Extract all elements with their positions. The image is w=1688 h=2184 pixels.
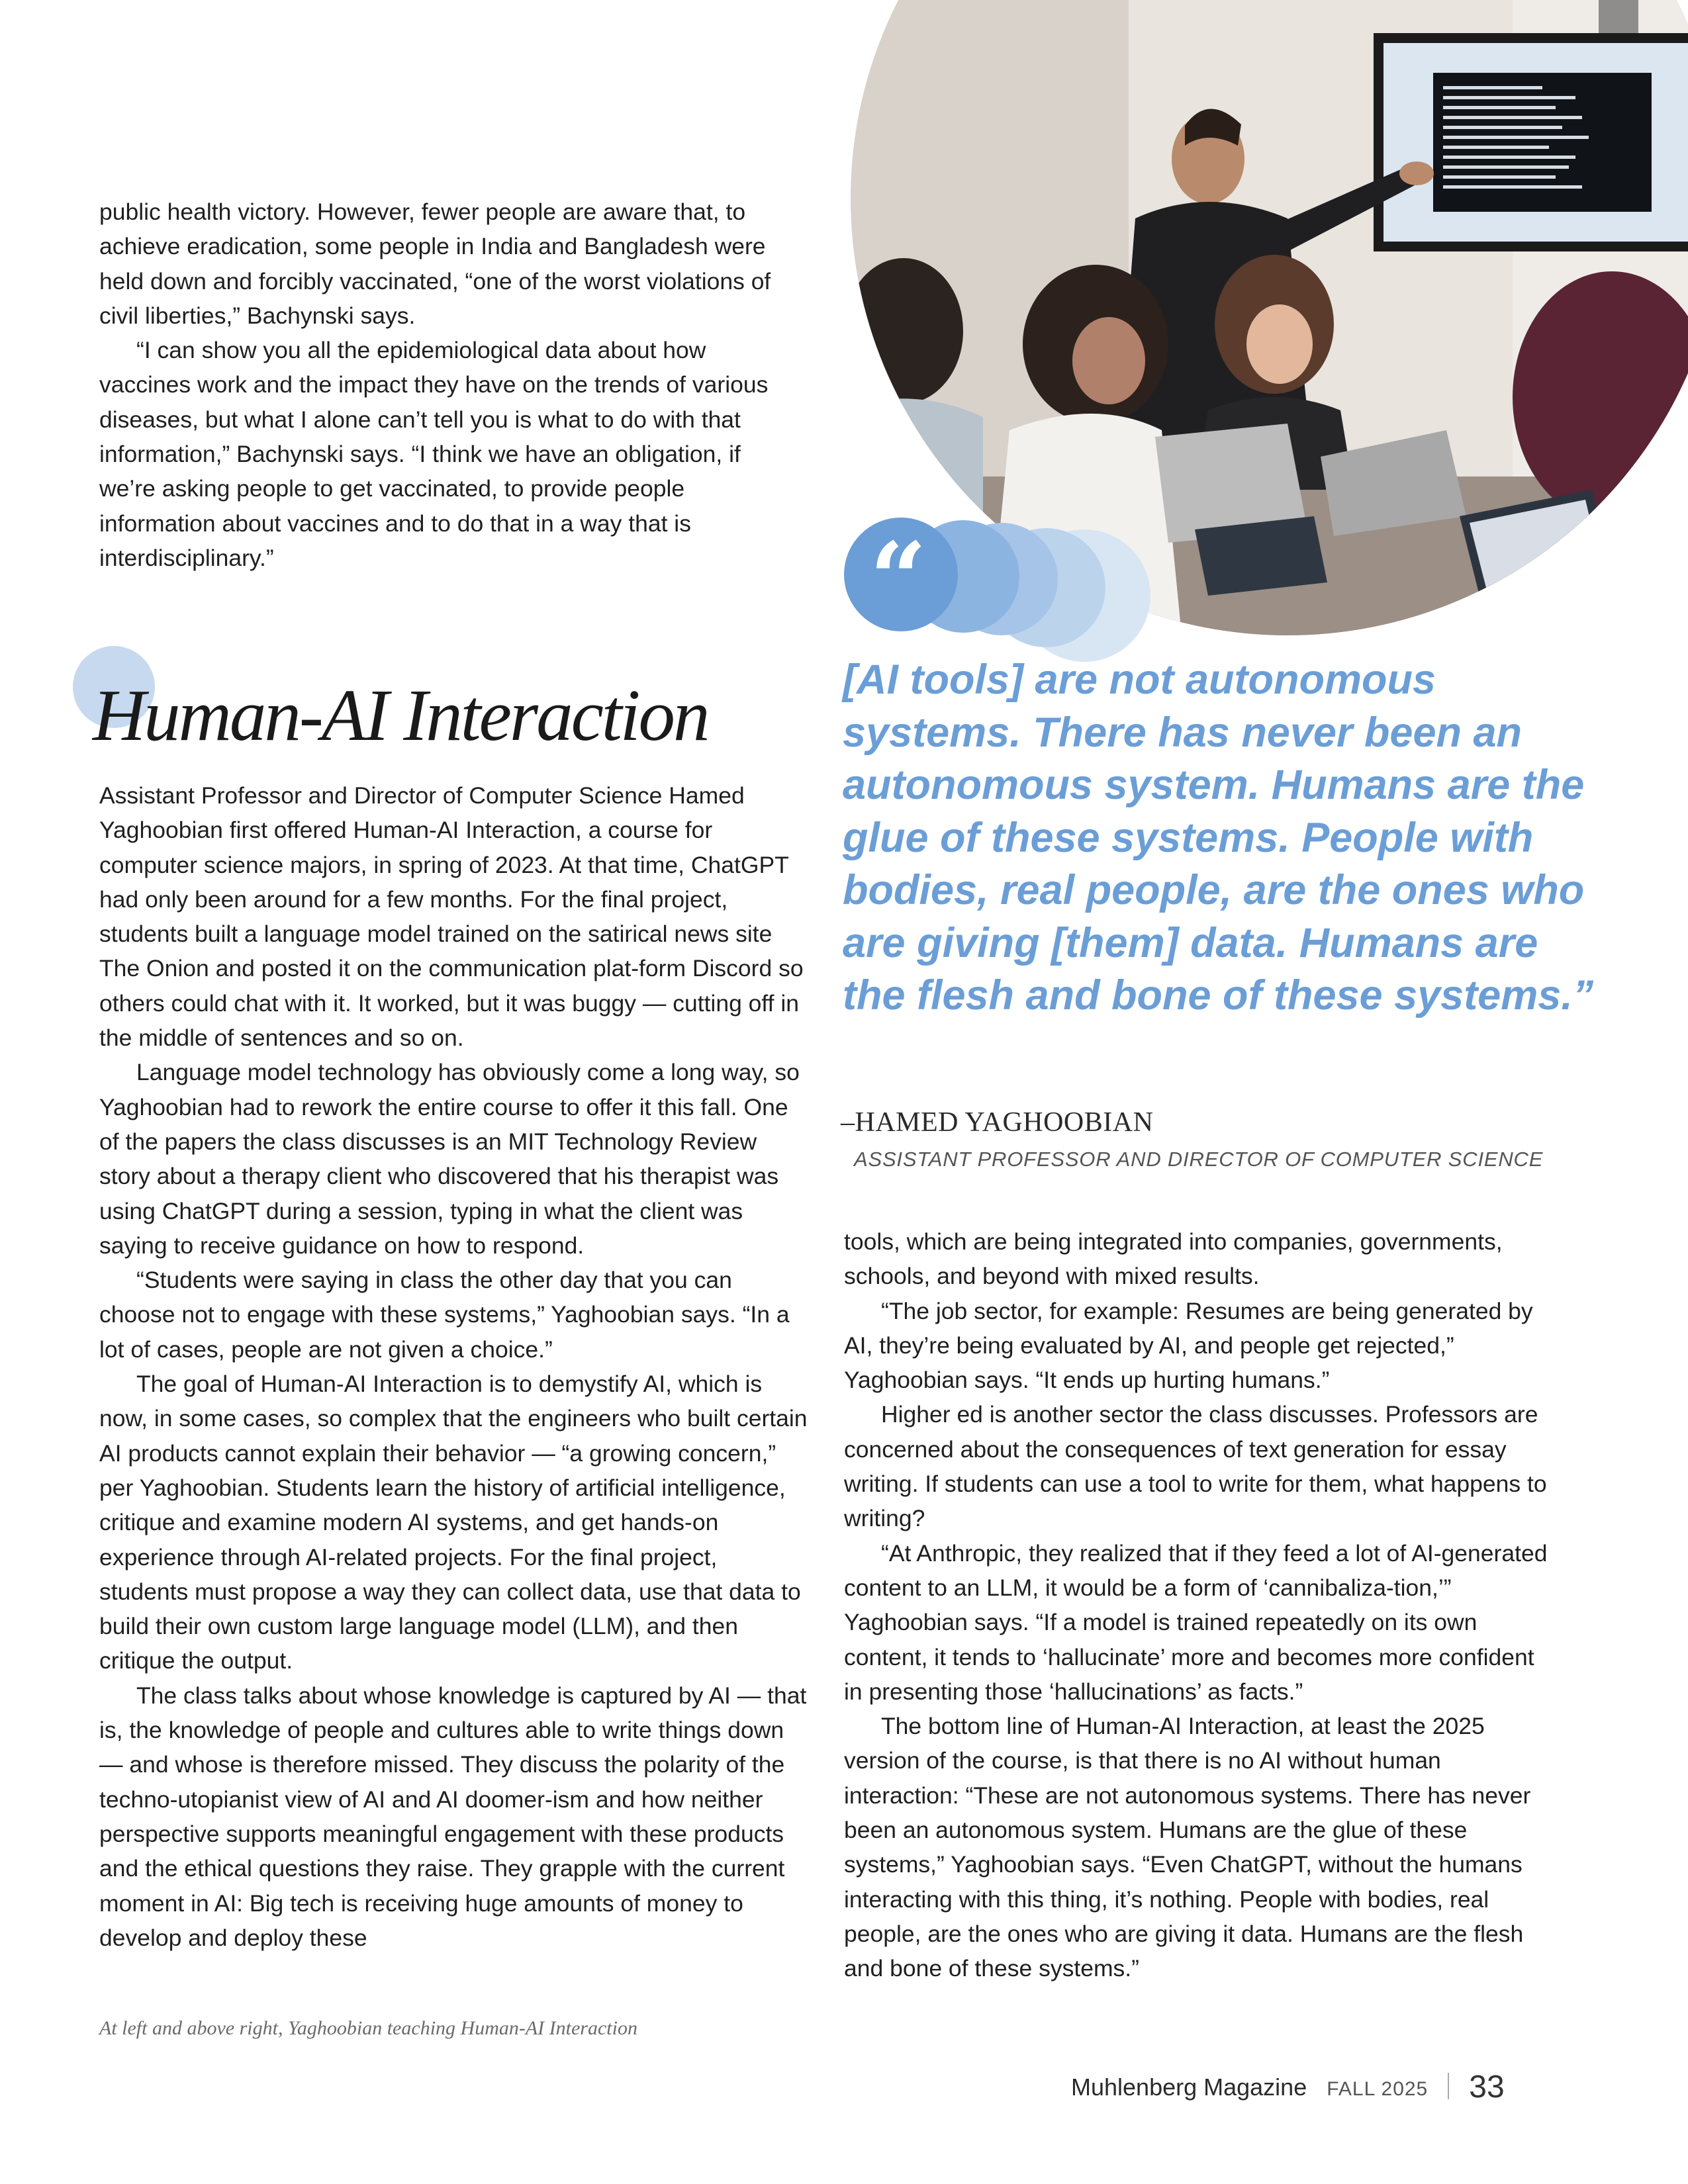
paragraph: The bottom line of Human-AI Interaction, at least the 2025 version of the course, is that there is no AI without human interaction: “These are not autonomous systems. There has never been an autonomous system. Humans are the glue of these systems,” Yaghoobian says. “Even ChatGPT, without the humans interacting with this thing, it’s nothing. People with bodies, real people, are the ones who are giving it data. Humans are the flesh and bone of these systems.”: [844, 1713, 1531, 1982]
page-number: 33: [1469, 2070, 1505, 2105]
paragraph: Higher ed is another sector the class discusses. Professors are concerned about the consequences of text generation for essay writing. If students can use a tool to write for them, what happens to writing?: [844, 1401, 1547, 1532]
right-article-column: [844, 1224, 1559, 1986]
page-footer: [1071, 2069, 1505, 2105]
left-article-column: [99, 778, 808, 1955]
paragraph: Language model technology has obviously come a long way, so Yaghoobian had to rework the entire course to offer it this fall. One of the papers the class discusses is an MIT Technology Review story about a therapy client who discovered that his therapist was using ChatGPT during a session, typing in what the client was saying to receive guidance on how to respond.: [99, 1059, 800, 1259]
paragraph: “I can show you all the epidemiological data about how vaccines work and the impact they have on the trends of various diseases, but what I alone can’t tell you is what to do with that information,” Bachynski says. “I think we have an obligation, if we’re asking people to get vaccinated, to provide people information about vaccines and to do that in a way that is interdisciplinary.”: [99, 337, 769, 571]
paragraph: “Students were saying in class the other day that you can choose not to engage with these systems,” Yaghoobian says. “In a lot of cases, people are not given a choice.”: [99, 1267, 790, 1363]
paragraph: The class talks about whose knowledge is captured by AI — that is, the knowledge of people and cultures able to write things down — and whose is therefore missed. They discuss the polarity of the techno-utopianist view of AI and AI doomer-ism and how neither perspective supports meaningful engagement with these products and the ethical questions they raise. They grapple with the current moment in AI: Big tech is receiving huge amounts of money to develop and deploy these: [99, 1682, 807, 1951]
paragraph: public health victory. However, fewer people are aware that, to achieve eradication, some people in India and Bangladesh were held down and forcibly vaccinated, “one of the worst violations of civil liberties,” Bachynski says.: [99, 199, 771, 329]
paragraph: “The job sector, for example: Resumes are being generated by AI, they’re being evaluated by AI, and people get rejected,” Yaghoobian says. “It ends up hurting humans.”: [844, 1297, 1533, 1394]
footer-divider: [1448, 2073, 1449, 2099]
quote-attribution-name: –HAMED YAGHOOBIAN: [841, 1107, 1154, 1138]
photo-caption: At left and above right, Yaghoobian teaching Human-AI Interaction: [99, 2017, 637, 2039]
section-heading: Human-AI Interaction: [93, 675, 708, 756]
footer-magazine-name: Muhlenberg Magazine: [1071, 2073, 1307, 2101]
paragraph: “At Anthropic, they realized that if they feed a lot of AI-generated content to an LLM, it would be a form of ‘cannibaliza-tion,’” Yaghoobian says. “If a model is trained repeatedly on its own content, it tends to ‘hallucinate’ more and becomes more confident in presenting those ‘hallucinations’ as facts.”: [844, 1539, 1548, 1705]
paragraph: Assistant Professor and Director of Computer Science Hamed Yaghoobian first offered Human-AI Interaction, a course for computer science majors, in spring of 2023. At that time, ChatGPT had only been around for a few months. For the final project, students built a language model trained on the satirical news site The Onion and posted it on the communication plat-form Discord so others could chat with it. It worked, but it was buggy — cutting off in the middle of sentences and so on.: [99, 782, 804, 1052]
top-article-column: [99, 195, 801, 575]
quote-attribution-title: ASSISTANT PROFESSOR AND DIRECTOR OF COMPUTER SCIENCE: [854, 1148, 1544, 1171]
paragraph: The goal of Human-AI Interaction is to demystify AI, which is now, in some cases, so complex that the engineers who built certain AI products cannot explain their behavior — “a growing concern,” per Yaghoobian. Students learn the history of artificial intelligence, critique and examine modern AI systems, and get hands-on experience through AI-related projects. For the final project, students must propose a way they can collect data, use that data to build their own custom large language model (LLM), and then critique the output.: [99, 1371, 808, 1674]
pull-quote: [AI tools] are not autonomous systems. There has never been an autonomous system. Humans are the glue of these systems. People with bodies, real people, are the ones who are giving [them] data. Humans are the flesh and bone of these systems.”: [843, 657, 1594, 1019]
footer-issue: FALL 2025: [1327, 2078, 1429, 2100]
paragraph: tools, which are being integrated into companies, governments, schools, and beyond with mixed results.: [844, 1228, 1503, 1290]
quote-mark-icon: “: [869, 521, 927, 637]
